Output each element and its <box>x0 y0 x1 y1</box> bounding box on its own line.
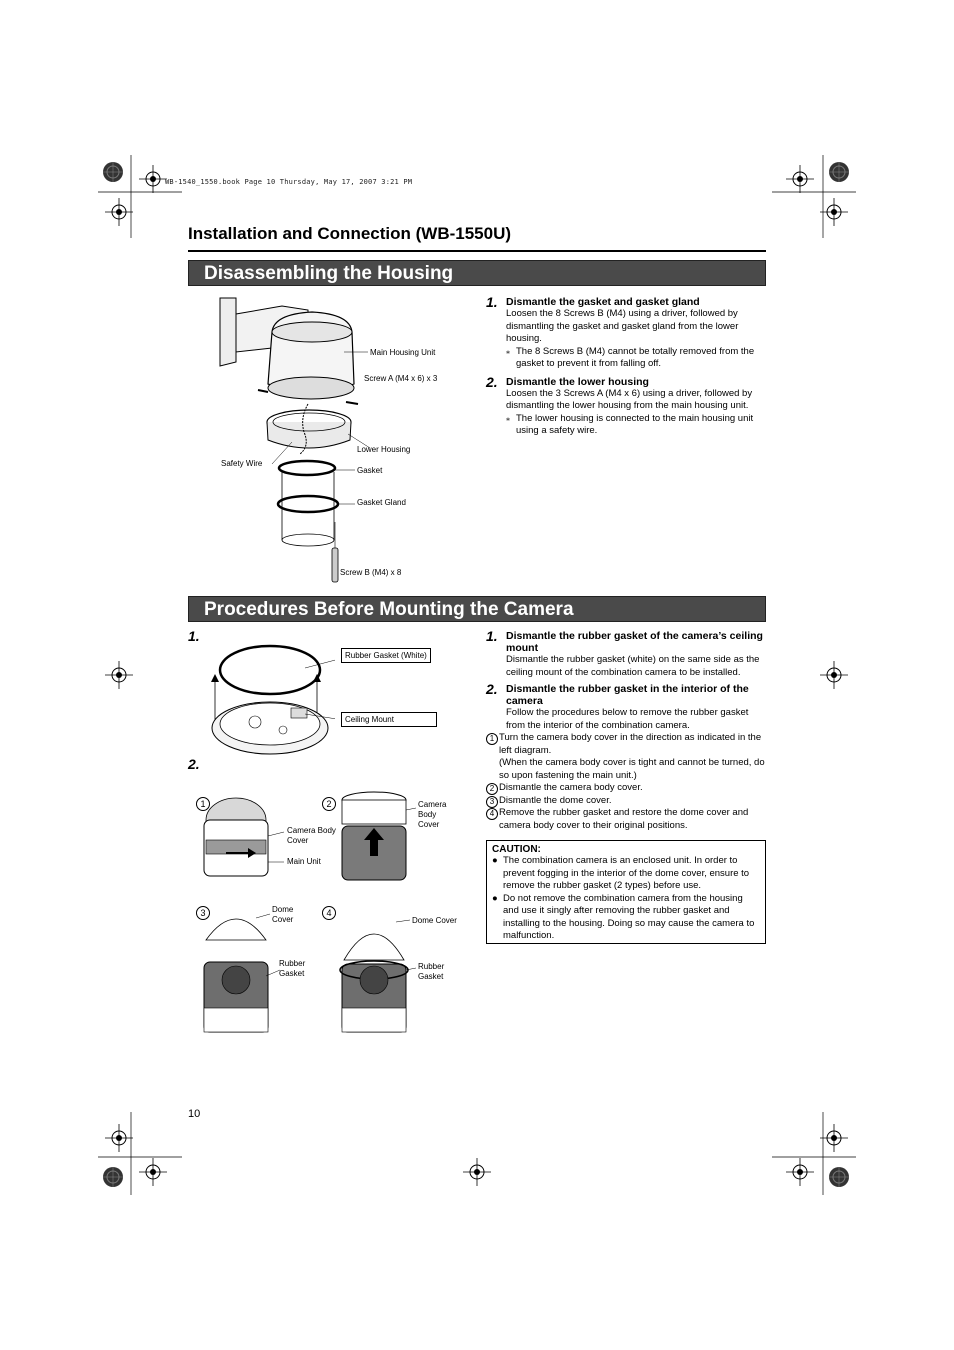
step-number: 2. <box>486 681 498 697</box>
note-icon: ⁎ <box>506 346 510 356</box>
bullet-icon: ● <box>492 855 498 866</box>
disassembling-step-2 <box>486 373 766 438</box>
label-gasket: Gasket <box>357 466 383 475</box>
step-title: Dismantle the gasket and gasket gland <box>506 296 700 308</box>
step-number: 1. <box>486 628 498 644</box>
step-number: 1. <box>486 294 498 310</box>
label-rubber-gasket-b: Rubber Gasket <box>418 962 445 981</box>
step-title: Dismantle the rubber gasket in the interior of the camera <box>506 683 749 707</box>
substeps-list <box>486 732 766 832</box>
diagram-number-1: 1. <box>188 628 200 644</box>
substep-1 <box>486 732 766 782</box>
procedures-step-1 <box>486 630 766 679</box>
substep-3 <box>486 795 766 808</box>
caution-item <box>492 855 760 893</box>
label-dome-cover-b: Dome Cover <box>412 916 457 925</box>
label-gasket-gland: Gasket Gland <box>357 498 406 507</box>
step-note: The 8 Screws B (M4) cannot be totally removed from the gasket to prevent it from falling off. <box>516 345 755 369</box>
substep-text: Dismantle the camera body cover. <box>499 782 643 793</box>
step-number: 2. <box>486 373 498 390</box>
circled-number: 4 <box>486 808 498 820</box>
bullet-icon: ● <box>492 892 498 904</box>
circled-number-4: 4 <box>322 906 336 920</box>
label-rubber-gasket-a: Rubber Gasket <box>279 959 306 978</box>
circled-number-1: 1 <box>196 797 210 811</box>
substep-text: Dismantle the dome cover. <box>499 794 612 806</box>
label-lower-housing: Lower Housing <box>357 445 411 454</box>
disassembling-steps <box>486 296 766 438</box>
circled-number-2: 2 <box>322 797 336 811</box>
step-title: Dismantle the rubber gasket of the camera’s ceiling mount <box>506 630 763 654</box>
caution-box <box>486 840 766 944</box>
label-main-housing-unit: Main Housing Unit <box>370 348 436 357</box>
note-icon: ⁎ <box>506 413 510 423</box>
section-title: Installation and Connection (WB-1550U) <box>188 224 512 243</box>
substep-text: Turn the camera body cover in the direction as indicated in the left diagram. <box>499 732 762 756</box>
ceiling-mount-diagram <box>205 640 335 765</box>
label-screw-a: Screw A (M4 x 6) x 3 <box>364 374 438 383</box>
label-main-unit: Main Unit <box>287 857 321 866</box>
circled-number-3: 3 <box>196 906 210 920</box>
disassembling-heading: Disassembling the Housing <box>188 260 766 286</box>
label-screw-b: Screw B (M4) x 8 <box>340 568 402 577</box>
substep-4 <box>486 807 766 832</box>
procedures-heading: Procedures Before Mounting the Camera <box>188 596 766 622</box>
book-header: WB-1540_1550.book Page 10 Thursday, May 17, 2007 3:21 PM <box>165 178 413 186</box>
step-body: Loosen the 3 Screws A (M4 x 6) using a driver, followed by dismantling the lower housing from the main housing unit. <box>506 387 753 411</box>
section-rule <box>188 250 766 252</box>
label-safety-wire: Safety Wire <box>221 459 263 468</box>
procedures-step-2 <box>486 683 766 732</box>
step-title: Dismantle the lower housing <box>506 375 649 388</box>
label-camera-body-cover-a: Camera Body Cover <box>287 826 336 845</box>
substep-extra: (When the camera body cover is tight and cannot be turned, do so upon fastening the main unit.) <box>499 757 765 781</box>
disassembling-step-1 <box>486 296 766 371</box>
circled-number: 1 <box>486 733 498 745</box>
circled-number: 2 <box>486 783 498 795</box>
page-number: 10 <box>188 1108 201 1120</box>
caution-item <box>492 893 760 943</box>
substep-2 <box>486 782 766 795</box>
substep-text: Remove the rubber gasket and restore the dome cover and camera body cover to their original positions. <box>499 807 749 831</box>
caution-title: CAUTION: <box>492 844 541 855</box>
caution-text: Do not remove the combination camera from the housing and use it singly after removing the rubber gasket and installing to the housing. Doing so may cause the camera to malfunction. <box>503 892 755 941</box>
label-ceiling-mount: Ceiling Mount <box>341 712 437 727</box>
housing-diagram <box>212 292 372 592</box>
label-camera-body-cover-b: Camera Body Cover <box>418 800 447 829</box>
diagram-number-2: 2. <box>188 756 200 772</box>
step-body: Follow the procedures below to remove the rubber gasket from the interior of the combination camera. <box>506 707 749 731</box>
step-note: The lower housing is connected to the main housing unit using a safety wire. <box>516 412 754 436</box>
caution-text: The combination camera is an enclosed unit. In order to prevent fogging in the interior of the dome cover, ensure to remove the rubber gasket (2 types) before use. <box>503 855 750 891</box>
step-body: Dismantle the rubber gasket (white) on the same side as the ceiling mount of the combination camera to be installed. <box>506 654 760 678</box>
step-body: Loosen the 8 Screws B (M4) using a driver, followed by dismantling the gasket and gasket gland from the lower housing. <box>506 308 739 344</box>
label-rubber-gasket-white: Rubber Gasket (White) <box>341 648 431 663</box>
circled-number: 3 <box>486 796 498 808</box>
label-dome-cover-a: Dome Cover <box>272 905 294 924</box>
procedures-steps <box>486 630 766 832</box>
